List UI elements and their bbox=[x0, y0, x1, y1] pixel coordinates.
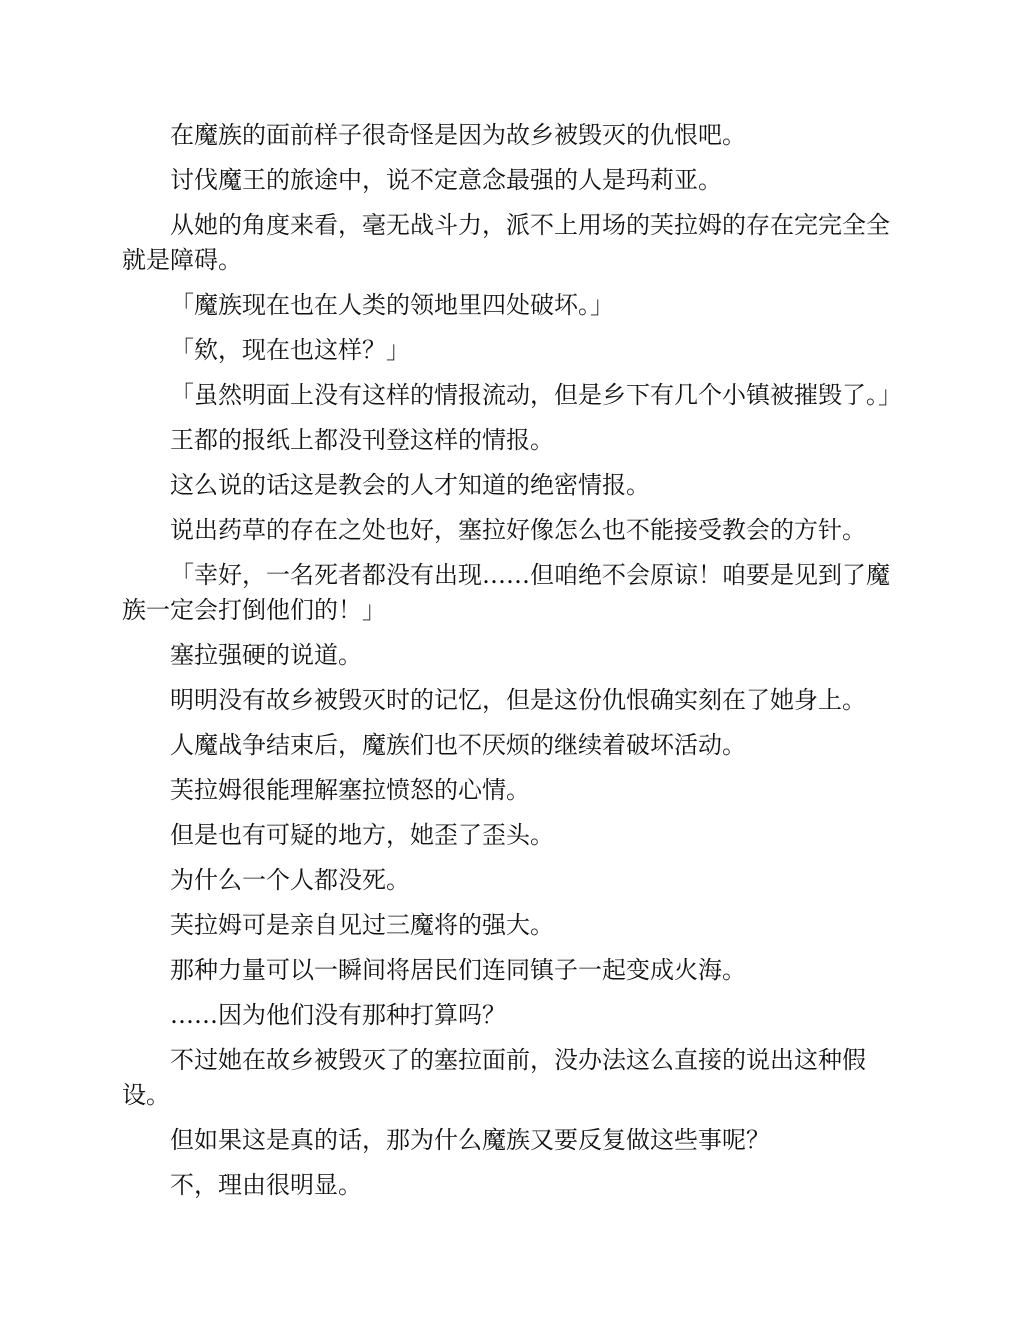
paragraph: 在魔族的面前样子很奇怪是因为故乡被毁灭的仇恨吧。 bbox=[170, 121, 746, 149]
paragraph: 「虽然明面上没有这样的情报流动，但是乡下有几个小镇被摧毁了。」 bbox=[170, 381, 902, 409]
paragraph: 为什么一个人都没死。 bbox=[170, 866, 410, 894]
paragraph: 说出药草的存在之处也好，塞拉好像怎么也不能接受教会的方针。 bbox=[170, 516, 866, 544]
paragraph: 芙拉姆很能理解塞拉愤怒的心情。 bbox=[170, 776, 530, 804]
paragraph: ……因为他们没有那种打算吗？ bbox=[170, 1001, 506, 1029]
paragraph: 塞拉强硬的说道。 bbox=[170, 641, 362, 669]
paragraph: 人魔战争结束后，魔族们也不厌烦的继续着破坏活动。 bbox=[170, 731, 746, 759]
paragraph: 但如果这是真的话，那为什么魔族又要反复做这些事呢？ bbox=[170, 1126, 770, 1154]
paragraph: 从她的角度来看，毫无战斗力，派不上用场的芙拉姆的存在完完全全就是障碍。 bbox=[122, 211, 890, 274]
paragraph: 王都的报纸上都没刊登这样的情报。 bbox=[170, 426, 554, 454]
paragraph: 但是也有可疑的地方，她歪了歪头。 bbox=[170, 821, 554, 849]
text-body bbox=[122, 118, 902, 1213]
paragraph: 这么说的话这是教会的人才知道的绝密情报。 bbox=[170, 471, 650, 499]
paragraph: 芙拉姆可是亲自见过三魔将的强大。 bbox=[170, 911, 554, 939]
paragraph: 明明没有故乡被毁灭时的记忆，但是这份仇恨确实刻在了她身上。 bbox=[170, 686, 866, 714]
paragraph: 「幸好，一名死者都没有出现……但咱绝不会原谅！咱要是见到了魔族一定会打倒他们的！」 bbox=[122, 561, 890, 624]
paragraph: 「魔族现在也在人类的领地里四处破坏。」 bbox=[170, 291, 614, 319]
paragraph: 不，理由很明显。 bbox=[170, 1171, 362, 1199]
paragraph: 那种力量可以一瞬间将居民们连同镇子一起变成火海。 bbox=[170, 956, 746, 984]
paragraph: 不过她在故乡被毁灭了的塞拉面前，没办法这么直接的说出这种假设。 bbox=[122, 1046, 866, 1109]
paragraph: 「欸，现在也这样？」 bbox=[170, 336, 410, 364]
paragraph: 讨伐魔王的旅途中，说不定意念最强的人是玛莉亚。 bbox=[170, 166, 722, 194]
